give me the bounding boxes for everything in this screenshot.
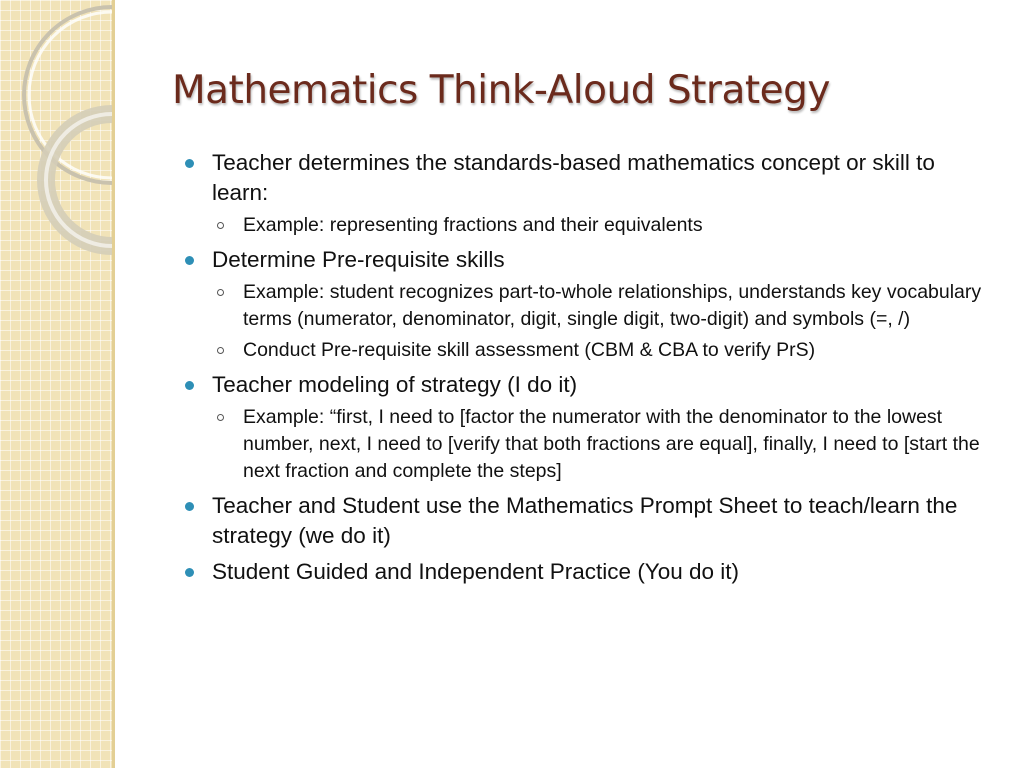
bullet-text: Teacher determines the standards-based mathematics concept or skill to learn:: [212, 150, 935, 205]
sub-bullet-text: Conduct Pre-requisite skill assessment (CBM & CBA to verify PrS): [243, 339, 816, 361]
bullet-dot-icon: [185, 256, 194, 265]
bullet-text: Determine Pre-requisite skills: [212, 247, 505, 272]
bullet-item: [184, 491, 990, 551]
bullet-dot-icon: [185, 381, 194, 390]
bullet-text: Student Guided and Independent Practice (You do it): [212, 559, 740, 584]
decorative-circles-icon: [0, 0, 112, 768]
bullet-text: Teacher and Student use the Mathematics Prompt Sheet to teach/learn the strategy (we do it): [212, 493, 958, 548]
sub-bullet-text: Example: student recognizes part-to-whole relationships, understands key vocabulary terms (numerator, denominator, digit, single digit, two-digit) and symbols (=, /): [243, 281, 982, 330]
bullet-item: [184, 148, 990, 239]
sub-bullet-item: [212, 337, 990, 364]
sub-bullet-text: Example: “first, I need to [factor the numerator with the denominator to the lowest number, next, I need to [verify that both fractions are equal], finally, I need to [start the next fraction and complete the steps]: [243, 406, 980, 482]
bullet-dot-icon: [185, 502, 194, 511]
sub-bullet-ring-icon: [217, 414, 224, 421]
sub-bullet-item: [212, 404, 990, 485]
sub-bullet-item: [212, 279, 990, 333]
sub-bullet-ring-icon: [217, 289, 224, 296]
bullet-dot-icon: [185, 159, 194, 168]
bullet-item: [184, 245, 990, 364]
slide-title: Mathematics Think-Aloud Strategy: [172, 68, 830, 113]
sub-bullet-list: [212, 279, 990, 364]
bullet-item: [184, 370, 990, 485]
sub-bullet-list: [212, 404, 990, 485]
sub-bullet-text: Example: representing fractions and their equivalents: [243, 214, 703, 236]
sub-bullet-ring-icon: [217, 222, 224, 229]
sub-bullet-item: [212, 212, 990, 239]
sidebar-divider: [112, 0, 115, 768]
slide-body: [184, 148, 990, 587]
sub-bullet-list: [212, 212, 990, 239]
sub-bullet-ring-icon: [217, 347, 224, 354]
bullet-item: [184, 557, 990, 587]
bullet-dot-icon: [185, 568, 194, 577]
bullet-list: [184, 148, 990, 587]
decorative-sidebar: [0, 0, 112, 768]
bullet-text: Teacher modeling of strategy (I do it): [212, 372, 578, 397]
